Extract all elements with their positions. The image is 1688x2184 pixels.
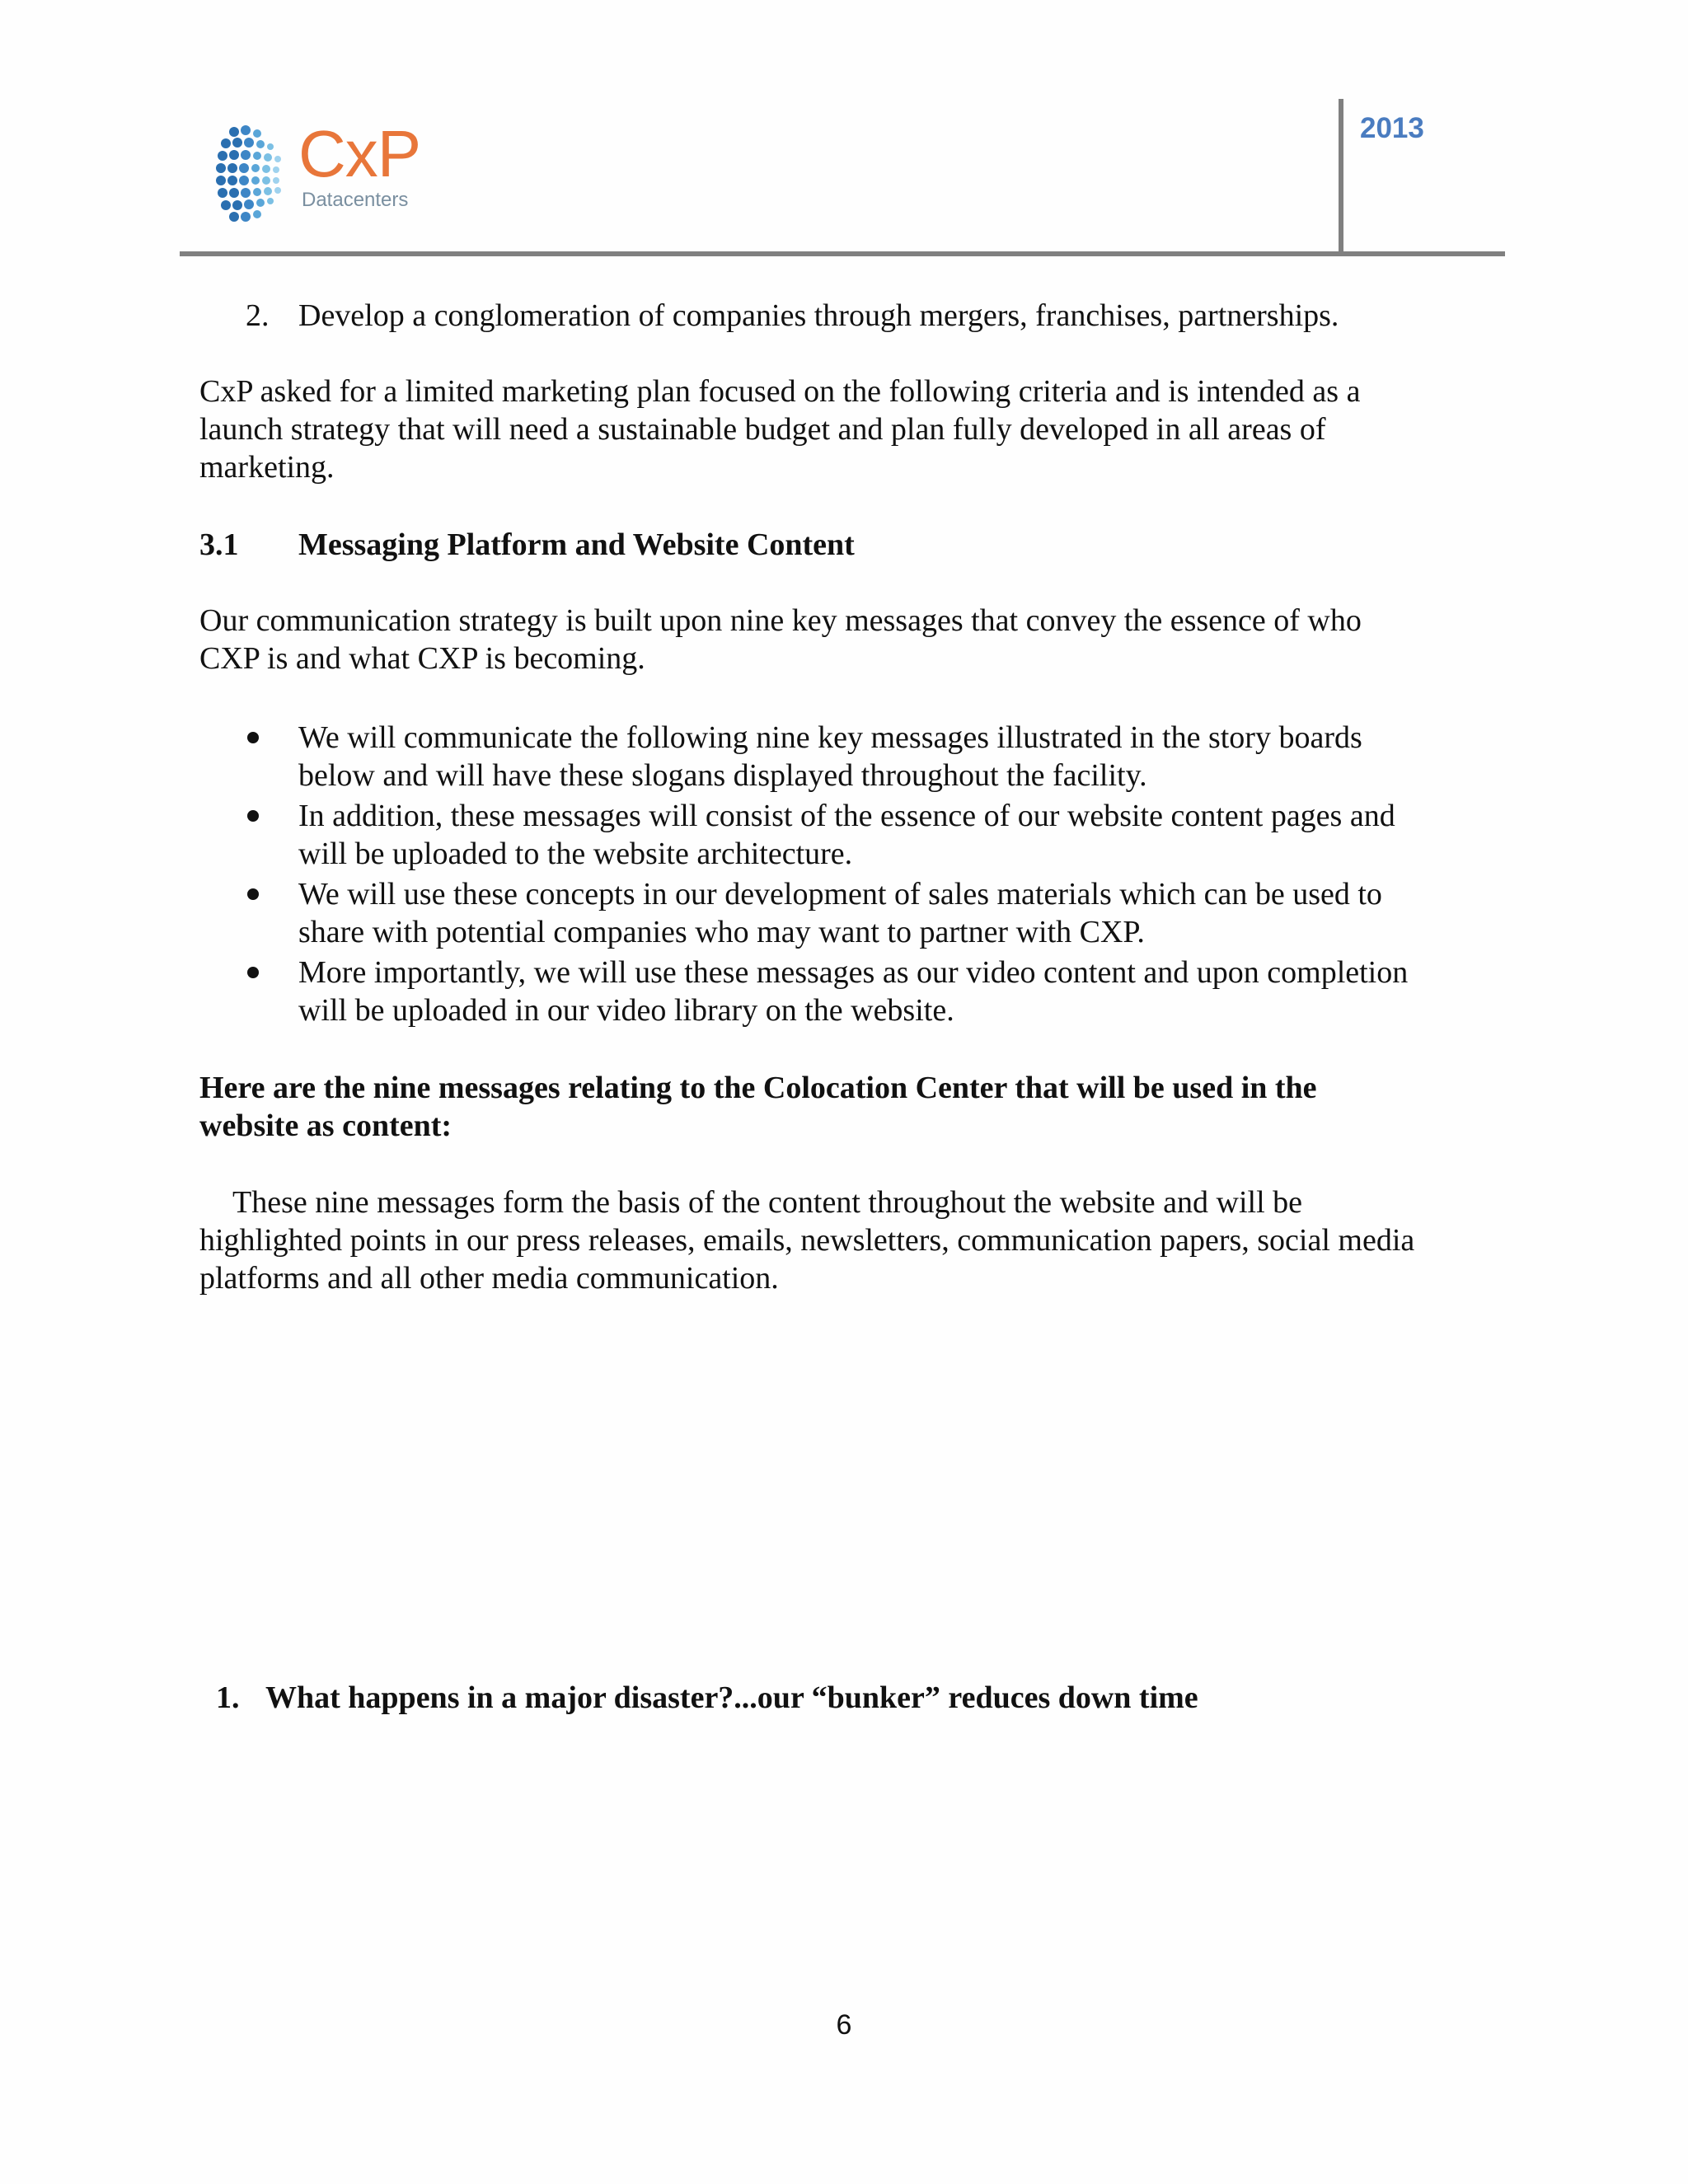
list-item-number: 2.	[246, 298, 270, 333]
section-title: Messaging Platform and Website Content	[298, 527, 855, 562]
bullet-line: will be uploaded to the website architecture.	[298, 837, 853, 871]
bullet-line: We will use these concepts in our development of sales materials which can be used to	[298, 877, 1382, 912]
globe-dots-icon	[216, 124, 290, 227]
bullet-dot	[247, 967, 259, 978]
bullet-dot	[247, 810, 259, 822]
paragraph-line: platforms and all other media communication.	[199, 1261, 779, 1296]
paragraph-line: Our communication strategy is built upon nine key messages that convey the essence of who	[199, 603, 1362, 638]
bullet-line: More importantly, we will use these messages as our video content and upon completion	[298, 955, 1409, 990]
logo-name: CxP	[298, 117, 421, 190]
logo-wordmark	[298, 117, 421, 213]
bullet-dot	[247, 732, 259, 743]
message-title: What happens in a major disaster?...our “bunker” reduces down time	[265, 1680, 1198, 1715]
bullet-line: In addition, these messages will consist of the essence of our website content pages and	[298, 799, 1395, 833]
paragraph-line: CXP is and what CXP is becoming.	[199, 641, 645, 676]
bullet-dot	[247, 888, 259, 900]
header-vertical-divider	[1339, 99, 1343, 254]
logo-subtitle: Datacenters	[302, 189, 409, 211]
paragraph-line: highlighted points in our press releases, emails, newsletters, communication papers, social media	[199, 1223, 1415, 1258]
list-item-text: Develop a conglomeration of companies through mergers, franchises, partnerships.	[298, 298, 1339, 333]
bullet-line: We will communicate the following nine key messages illustrated in the story boards	[298, 720, 1362, 755]
paragraph-line: marketing.	[199, 450, 335, 485]
bullet-line: below and will have these slogans displayed throughout the facility.	[298, 758, 1147, 793]
paragraph-line: These nine messages form the basis of the content throughout the website and will be	[232, 1185, 1303, 1220]
paragraph-line: launch strategy that will need a sustainable budget and plan fully developed in all areas of	[199, 412, 1326, 447]
paragraph-line: CxP asked for a limited marketing plan focused on the following criteria and is intended as a	[199, 374, 1361, 409]
message-number: 1.	[216, 1680, 240, 1715]
section-number: 3.1	[199, 527, 239, 562]
heading-line: website as content:	[199, 1108, 452, 1143]
bullet-line: will be uploaded in our video library on the website.	[298, 993, 954, 1028]
page-number: 6	[836, 2009, 852, 2041]
bullet-line: share with potential companies who may want to partner with CXP.	[298, 915, 1145, 949]
cxp-logo	[216, 117, 430, 227]
heading-line: Here are the nine messages relating to the Colocation Center that will be used in the	[199, 1071, 1317, 1105]
header-horizontal-divider	[180, 251, 1505, 256]
header-year: 2013	[1360, 112, 1424, 144]
